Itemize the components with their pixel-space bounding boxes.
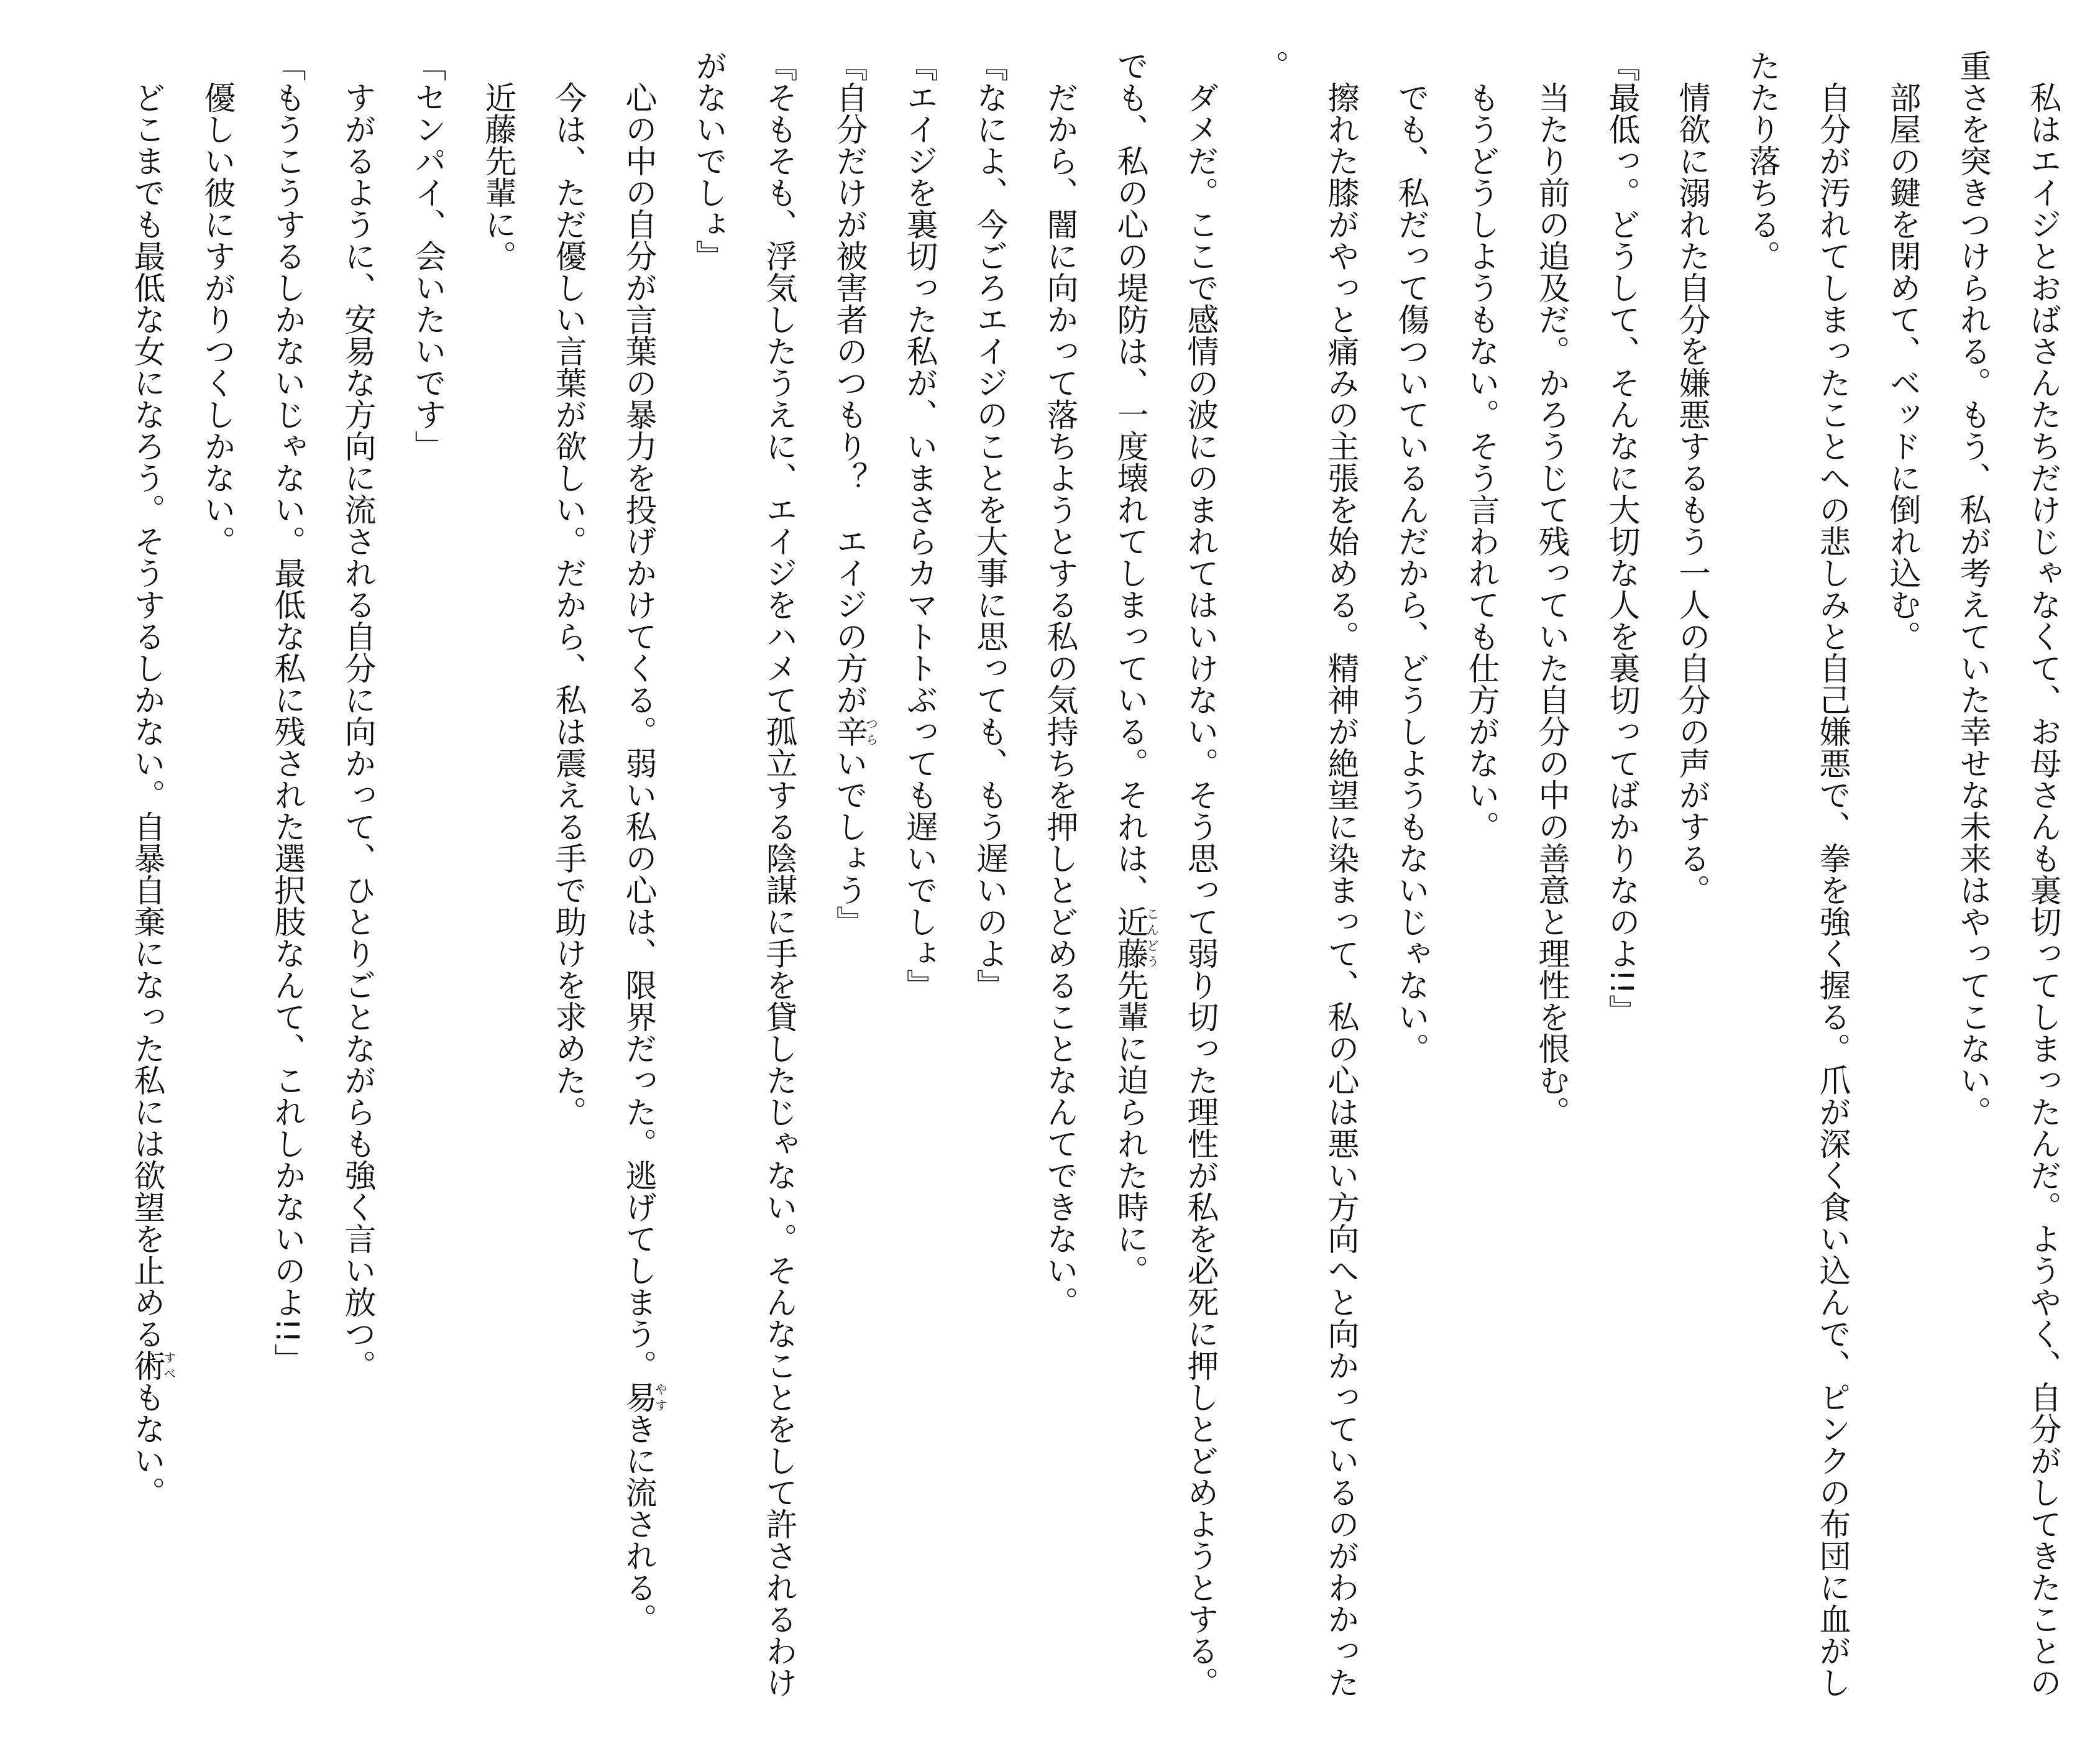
paragraph-text: 情欲に溺れた自分を嫌悪するもう一人の自分の声がする。 <box>1673 81 1710 906</box>
novel-text-body <box>14 50 2078 1728</box>
ruby-annotation <box>620 1381 668 1413</box>
paragraph-text: 「もうこうするしかないじゃない。最低な私に残された選択肢なんて、これしかないのよ!!」 <box>268 50 305 1375</box>
paragraph-text: 『そもそも、浮気したうえに、エイジをハメて孤立する陰謀に手を貸したじゃない。そんなことをして許されるわけがないでしょ』 <box>690 50 797 1698</box>
paragraph <box>1516 50 1586 1728</box>
paragraph-text: もない。 <box>128 1381 165 1508</box>
paragraph-text: 『自分だけが被害者のつもり？ エイジの方が <box>830 50 867 715</box>
paragraph <box>181 50 252 1728</box>
paragraph <box>252 50 322 1728</box>
paragraph <box>814 50 884 1728</box>
paragraph-text: 部屋の鍵を閉めて、ベッドに倒れ込む。 <box>1884 81 1920 652</box>
paragraph <box>1656 50 1726 1728</box>
ruby-reading: すべ <box>161 1349 176 1381</box>
paragraph-text: 今は、ただ優しい言葉が欲しい。だから、私は震える手で助けを求めた。 <box>549 81 586 1128</box>
paragraph-text: 「センパイ、会いたいです」 <box>409 50 446 462</box>
paragraph <box>1094 50 1235 1728</box>
paragraph <box>111 50 181 1728</box>
ruby-base: 近藤 <box>1111 906 1148 969</box>
ruby-base: 辛 <box>830 715 867 747</box>
paragraph-text: 『エイジを裏切った私が、いまさらカマトトぶっても遅いでしょ』 <box>901 50 937 1001</box>
paragraph-text: 先輩に迫られた時に。 <box>1111 969 1148 1286</box>
paragraph-text: 自分が汚れてしまったことへの悲しみと自己嫌悪で、拳を強く握る。爪が深く食い込んで、ピンクの布団に血がしたたり落ちる。 <box>1743 50 1850 1698</box>
ruby-reading: やす <box>653 1381 668 1413</box>
paragraph <box>1375 50 1446 1728</box>
paragraph <box>1726 50 1867 1728</box>
paragraph-text: 近藤先輩に。 <box>479 81 516 272</box>
paragraph-text: 『最低っ。どうして、そんなに大切な人を裏切ってばかりなのよ!!』 <box>1603 50 1639 1026</box>
paragraph <box>322 50 392 1728</box>
paragraph-text: でも、私だって傷ついているんだから、どうしようもないじゃない。 <box>1392 81 1429 1064</box>
paragraph-text: もうどうしようもない。そう言われても仕方がない。 <box>1462 81 1499 842</box>
paragraph <box>392 50 462 1728</box>
paragraph <box>603 50 673 1728</box>
ruby-base: 術 <box>128 1349 165 1381</box>
paragraph <box>462 50 533 1728</box>
paragraph <box>1024 50 1094 1728</box>
paragraph-text: 『なによ、今ごろエイジのことを大事に思っても、もう遅いのよ』 <box>971 50 1007 1001</box>
paragraph <box>1586 50 1656 1728</box>
paragraph-text: すがるように、安易な方向に流される自分に向かって、ひとりごとながらも強く言い放つ。 <box>339 81 375 1381</box>
paragraph-text: ダメだ。ここで感情の波にのまれてはいけない。そう思って弱り切った理性が私を必死に押しとどめようとする。でも、私の心の堤防は、一度壊れてしまっている。それは、 <box>1111 50 1218 1698</box>
paragraph-text: 心の中の自分が言葉の暴力を投げかけてくる。弱い私の心は、限界だった。逃げてしまう。 <box>620 81 656 1381</box>
paragraph-text: 優しい彼にすがりつくしかない。 <box>198 81 235 557</box>
paragraph <box>1235 50 1375 1728</box>
paragraph-text: 当たり前の追及だ。かろうじて残っていた自分の中の善意と理性を恨む。 <box>1533 81 1569 1128</box>
paragraph <box>533 50 603 1728</box>
paragraph <box>1867 50 1937 1728</box>
ruby-reading: こんどう <box>1144 906 1160 969</box>
paragraph-text: 私はエイジとおばさんたちだけじゃなくて、お母さんも裏切ってしまったんだ。ようやく、自分がしてきたことの重さを突きつけられる。もう、私が考えていた幸せな未来はやってこない。 <box>1954 50 2061 1698</box>
ruby-annotation <box>830 715 879 747</box>
paragraph <box>884 50 954 1728</box>
ruby-annotation <box>1111 906 1160 969</box>
paragraph-text: いでしょう』 <box>830 747 867 937</box>
paragraph-text: 擦れた膝がやっと痛みの主張を始める。精神が絶望に染まって、私の心は悪い方向へと向かっているのがわかった。 <box>1252 50 1359 1698</box>
ruby-reading: つら <box>863 715 879 747</box>
paragraph <box>1937 50 2078 1728</box>
paragraph <box>1446 50 1516 1728</box>
paragraph <box>954 50 1024 1728</box>
paragraph-text: だから、闇に向かって落ちようとする私の気持ちを押しとどめることなんてできない。 <box>1041 81 1078 1318</box>
paragraph-text: きに流される。 <box>620 1413 656 1635</box>
ruby-base: 易 <box>620 1381 656 1413</box>
paragraph <box>673 50 814 1728</box>
ruby-annotation <box>128 1349 176 1381</box>
paragraph-text: どこまでも最低な女になろう。そうするしかない。自暴自棄になった私には欲望を止める <box>128 81 165 1349</box>
